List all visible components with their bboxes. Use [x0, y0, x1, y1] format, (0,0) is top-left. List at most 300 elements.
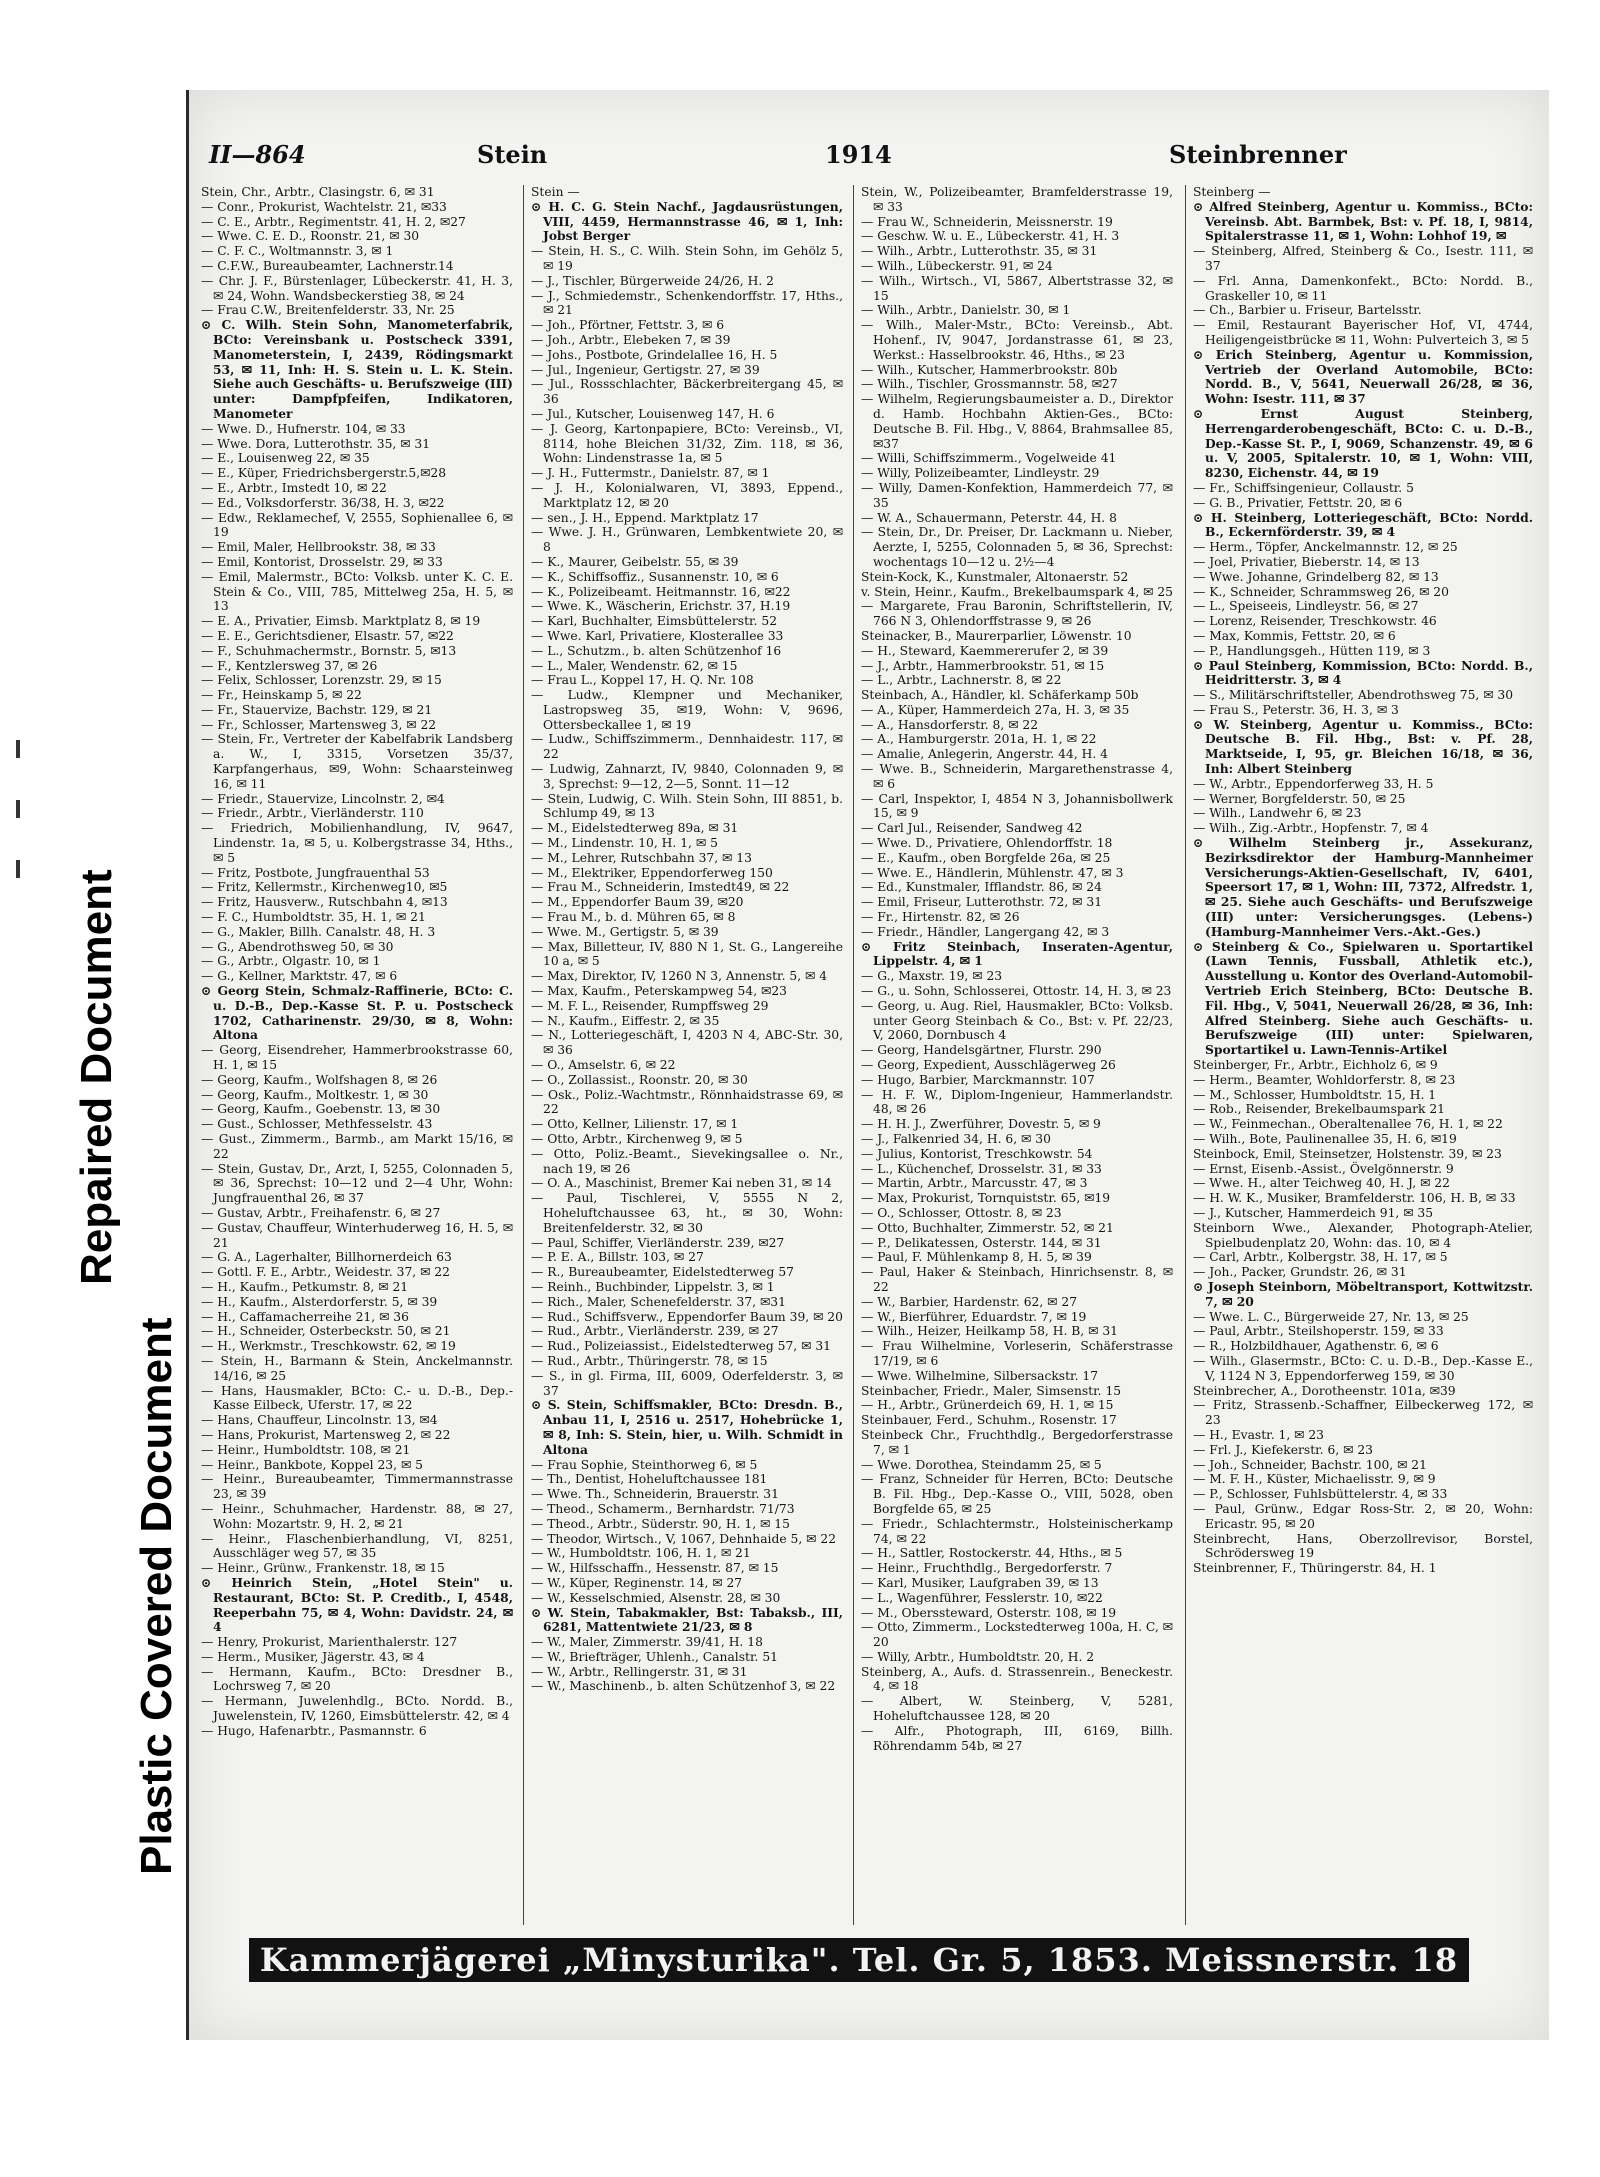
directory-entry: — Herm., Musiker, Jägerstr. 43, ✉ 4	[201, 1649, 425, 1664]
directory-entry: — P. E. A., Billstr. 103, ✉ 27	[531, 1250, 704, 1265]
directory-entry: — Franz, Schneider für Herren, BCto: Deutsche B. Fil. Hbg., Dep.-Kasse O., VIII, 5028, oben Borgfelde 65, ✉ 25	[861, 1472, 1173, 1516]
directory-entry: — Gottl. F. E., Arbtr., Weidestr. 37, ✉ 22	[201, 1265, 450, 1280]
directory-entry: — Wwe. B., Schneiderin, Margarethenstrasse 4, ✉ 6	[861, 762, 1173, 791]
directory-entry: — H., Evastr. 1, ✉ 23	[1193, 1427, 1325, 1442]
directory-entry: — Frau C.W., Breitenfelderstr. 33, Nr. 25	[201, 303, 455, 318]
directory-entry: — F., Kentzlersweg 37, ✉ 26	[201, 658, 378, 673]
directory-entry: — K., Maurer, Geibelstr. 55, ✉ 39	[531, 554, 739, 569]
directory-entry: — Georg, Kaufm., Goebenstr. 13, ✉ 30	[201, 1102, 441, 1117]
directory-entry: — J. H., Futtermstr., Danielstr. 87, ✉ 1	[531, 466, 770, 481]
directory-entry: — Jul., Kutscher, Louisenweg 147, H. 6	[531, 406, 775, 421]
directory-entry: — E. A., Privatier, Eimsb. Marktplatz 8, ✉ 19	[201, 614, 481, 629]
directory-entry: — Henry, Prokurist, Marienthalerstr. 127	[201, 1635, 458, 1650]
directory-entry: — Max, Billetteur, IV, 880 N 1, St. G., Langereihe 10 a, ✉ 5	[531, 939, 843, 969]
directory-entry: — Wilh., Lübeckerstr. 91, ✉ 24	[861, 258, 1053, 273]
directory-entry: Stein —	[531, 185, 580, 199]
directory-entry: — Georg, Eisendreher, Hammerbrookstrasse 60, H. 1, ✉ 15	[201, 1043, 513, 1073]
directory-entry: — Gust., Schlosser, Methfesselstr. 43	[201, 1117, 433, 1132]
directory-entry: — L., Küchenchef, Drosselstr. 31, ✉ 33	[861, 1161, 1102, 1176]
directory-entry: — H. W. K., Musiker, Bramfelderstr. 106, H. B, ✉ 33	[1193, 1191, 1516, 1206]
directory-entry: — H., Sattler, Rostockerstr. 44, Hths., ✉ 5	[861, 1546, 1123, 1561]
directory-entry: Stein-Kock, K., Kunstmaler, Altonaerstr. 52	[861, 569, 1129, 584]
directory-entry: ⊙ C. Wilh. Stein Sohn, Manometerfabrik, BCto: Vereinsbank u. Postscheck 3391, Manometerstein, I, 2439, Rödingsmarkt 53, ✉ 11, Inh: H. S. Stein u. L. K. Stein. Siehe auch Geschäfts- u. Berufszweige (III) unter: Dampfpfeifen, Indikatoren, Manometer	[201, 317, 513, 421]
directory-entry: — G., Abendrothsweg 50, ✉ 30	[201, 939, 394, 954]
directory-entry: Steinbauer, Ferd., Schuhm., Rosenstr. 17	[861, 1413, 1117, 1428]
directory-entry: — Otto, Poliz.-Beamt., Sievekingsallee o. Nr., nach 19, ✉ 26	[531, 1146, 843, 1176]
directory-entry: — H., Schneider, Osterbeckstr. 50, ✉ 21	[201, 1324, 451, 1339]
scanned-page	[186, 90, 1549, 2040]
directory-entry: — L., Arbtr., Lachnerstr. 8, ✉ 22	[861, 673, 1062, 688]
directory-entry: — M., Lehrer, Rutschbahn 37, ✉ 13	[531, 850, 752, 865]
directory-entry: — Wilhelm, Regierungsbaumeister a. D., Direktor d. Hamb. Hochbahn Aktien-Ges., BCto: Deutsche B. Fil. Hbg., V, 8864, Brahmsallee 85, ✉37	[861, 392, 1173, 451]
directory-entry: — Heinr., Flaschenbierhandlung, VI, 8251, Ausschläger weg 57, ✉ 35	[201, 1531, 513, 1561]
directory-entry: — H. H. J., Zwerführer, Dovestr. 5, ✉ 9	[861, 1117, 1101, 1132]
directory-entry: ⊙ Paul Steinberg, Kommission, BCto: Nordd. B., Heidritterstr. 3, ✉ 4	[1193, 657, 1533, 688]
directory-entry: — W., Hilfsschaffn., Hessenstr. 87, ✉ 15	[531, 1561, 779, 1576]
directory-entry: — Wilh., Kutscher, Hammerbrookstr. 80b	[861, 362, 1118, 377]
directory-entry: — W., Maschinenb., b. alten Schützenhof 3, ✉ 22	[531, 1679, 836, 1694]
directory-entry: — Max, Prokurist, Tornquiststr. 65, ✉19	[861, 1191, 1111, 1206]
directory-entry: — Ernst, Eisenb.-Assist., Övelgönnerstr. 9	[1193, 1161, 1454, 1176]
directory-entry: — A., Hansdorferstr. 8, ✉ 22	[861, 717, 1039, 732]
directory-entry: — L., Maler, Wendenstr. 62, ✉ 15	[531, 658, 738, 673]
directory-entry: — P., Delikatessen, Osterstr. 144, ✉ 31	[861, 1235, 1102, 1250]
directory-entry: — Hans, Prokurist, Martensweg 2, ✉ 22	[201, 1427, 451, 1442]
directory-entry: — Edw., Reklamechef, V, 2555, Sophienallee 6, ✉ 19	[201, 510, 513, 540]
directory-entry: Steinbacher, Friedr., Maler, Simsenstr. 15	[861, 1383, 1122, 1398]
directory-entry: — Hugo, Hafenarbtr., Pasmannstr. 6	[201, 1723, 427, 1738]
directory-column	[861, 185, 1173, 1925]
directory-entry: — Fritz, Hausverw., Rutschbahn 4, ✉13	[201, 895, 448, 910]
directory-entry: — Paul, Schiffer, Vierländerstr. 239, ✉27	[531, 1235, 785, 1250]
directory-entry: — Friedr., Stauervize, Lincolnstr. 2, ✉4	[201, 791, 445, 806]
directory-entry: Steinbach, A., Händler, kl. Schäferkamp 50b	[861, 688, 1139, 703]
directory-entry: — W., Briefträger, Uhlenh., Canalstr. 51	[531, 1649, 778, 1664]
directory-entry: — Joh., Arbtr., Elebeken 7, ✉ 39	[531, 332, 731, 347]
directory-entry: — J. H., Kolonialwaren, VI, 3893, Eppend., Marktplatz 12, ✉ 20	[531, 480, 843, 510]
directory-entry: — M. F. L., Reisender, Rumpffsweg 29	[531, 998, 769, 1013]
directory-entry: — Ed., Volksdorferstr. 36/38, H. 3, ✉22	[201, 495, 445, 510]
directory-entry: — Wilh., Maler-Mstr., BCto: Vereinsb., Abt. Hohenf., IV, 9047, Jordanstrasse 61, ✉ 23, Werkst.: Hasselbrookstr. 46, Hths., ✉ 23	[861, 318, 1173, 362]
directory-entry: Steinacker, B., Maurerparlier, Löwenstr. 10	[861, 628, 1132, 643]
directory-entry: — Wilh., Bote, Paulinenallee 35, H. 6, ✉19	[1193, 1132, 1457, 1146]
directory-entry: — Otto, Kellner, Lilienstr. 17, ✉ 1	[531, 1117, 739, 1132]
directory-entry: — Joh., Packer, Grundstr. 26, ✉ 31	[1193, 1265, 1407, 1280]
directory-entry: — Jul., Rossschlachter, Bäckerbreitergang 45, ✉ 36	[531, 377, 843, 407]
directory-entry: — S., Militärschriftsteller, Abendrothsweg 75, ✉ 30	[1193, 688, 1514, 703]
directory-entry: — J. Georg, Kartonpapiere, BCto: Vereinsb., VI, 8114, hohe Bleichen 31/32, Zim. 118, ✉ 36, Wohn: Lindenstrasse 1a, ✉ 5	[531, 421, 843, 466]
directory-entry: — K., Schiffsoffiz., Susannenstr. 10, ✉ 6	[531, 569, 779, 584]
directory-entry: — E. E., Gerichtsdiener, Elsastr. 57, ✉22	[201, 628, 454, 643]
directory-columns	[201, 185, 1541, 1925]
directory-entry: — Fr., Heinskamp 5, ✉ 22	[201, 688, 362, 703]
directory-entry: — Hermann, Juwelenhdlg., BCto. Nordd. B., Juwelenstein, IV, 1260, Eimsbüttelerstr. 42, ✉ 4	[201, 1694, 513, 1724]
directory-entry: ⊙ Georg Stein, Schmalz-Raffinerie, BCto: C. u. D.-B., Dep.-Kasse St. P. u. Postscheck 1702, Catharinenstr. 29/30, ✉ 8, Wohn: Altona	[201, 983, 513, 1043]
directory-entry: — Stein, H., Barmann & Stein, Anckelmannstr. 14/16, ✉ 25	[201, 1353, 513, 1383]
directory-entry: — Georg, Kaufm., Wolfshagen 8, ✉ 26	[201, 1072, 438, 1087]
directory-entry: — J., Falkenried 34, H. 6, ✉ 30	[861, 1132, 1051, 1146]
directory-entry: — Karl, Buchhalter, Eimsbüttelerstr. 52	[531, 614, 778, 629]
directory-entry: — Rud., Polizeiassist., Eidelstedterweg 57, ✉ 31	[531, 1339, 831, 1354]
directory-entry: — Frau L., Koppel 17, H. Q. Nr. 108	[531, 673, 754, 688]
directory-entry: — Margarete, Frau Baronin, Schriftstellerin, IV, 766 N 3, Ohlendorffstrasse 9, ✉ 26	[861, 599, 1173, 629]
directory-entry: — Ludwig, Zahnarzt, IV, 9840, Colonnaden 9, ✉ 3, Sprechst: 9—12, 2—5, Sonnt. 11—12	[531, 762, 843, 791]
directory-entry: — Frl. Anna, Damenkonfekt., BCto: Nordd. B., Graskeller 10, ✉ 11	[1193, 273, 1533, 303]
directory-entry: — Felix, Schlosser, Lorenzstr. 29, ✉ 15	[201, 673, 442, 688]
directory-entry: — Werner, Borgfelderstr. 50, ✉ 25	[1193, 791, 1406, 806]
directory-entry: — Frau Wilhelmine, Vorleserin, Schäferstrasse 17/19, ✉ 6	[861, 1339, 1173, 1368]
directory-entry: — H. F. W., Diplom-Ingenieur, Hammerlandstr. 48, ✉ 26	[861, 1087, 1173, 1117]
directory-entry: — Rud., Schiffsverw., Eppendorfer Baum 39, ✉ 20	[531, 1309, 843, 1324]
directory-entry: — E., Louisenweg 22, ✉ 35	[201, 451, 370, 466]
side-labels	[0, 0, 180, 2177]
directory-entry: — Otto, Zimmerm., Lockstedterweg 100a, H. C, ✉ 20	[861, 1620, 1173, 1650]
directory-entry: — Rud., Arbtr., Thüringerstr. 78, ✉ 15	[531, 1353, 768, 1368]
directory-entry: — Frl. J., Kiefekerstr. 6, ✉ 23	[1193, 1442, 1373, 1457]
directory-entry: — W., Küper, Reginenstr. 14, ✉ 27	[531, 1575, 743, 1590]
directory-entry: — H., Caffamacherreihe 21, ✉ 36	[201, 1309, 409, 1324]
directory-entry: — Steinberg, Alfred, Steinberg & Co., Isestr. 111, ✉ 37	[1193, 244, 1533, 273]
directory-entry: — Gust., Zimmerm., Barmb., am Markt 15/16, ✉ 22	[201, 1132, 513, 1161]
directory-entry: — Chr. J. F., Bürstenlager, Lübeckerstr. 41, H. 3, ✉ 24, Wohn. Wandsbeckerstieg 38, ✉ 24	[201, 273, 513, 303]
directory-entry: — Heinr., Grünw., Frankenstr. 18, ✉ 15	[201, 1561, 445, 1576]
column-divider	[523, 185, 524, 1925]
directory-entry: Steinberg —	[1193, 185, 1271, 199]
directory-entry: — Wwe. D., Privatiere, Ohlendorffstr. 18	[861, 836, 1113, 851]
directory-entry: — H., Steward, Kaemmererufer 2, ✉ 39	[861, 643, 1109, 658]
directory-entry: — Th., Dentist, Hoheluftchaussee 181	[531, 1472, 768, 1487]
directory-entry: — Max, Kaufm., Peterskampweg 54, ✉23	[531, 984, 787, 999]
directory-entry: — Johs., Postbote, Grindelallee 16, H. 5	[531, 347, 778, 362]
directory-entry: — Karl, Musiker, Laufgraben 39, ✉ 13	[861, 1575, 1099, 1590]
directory-entry: — Georg, Handelsgärtner, Flurstr. 290	[861, 1043, 1102, 1058]
directory-entry: — Emil, Friseur, Lutterothstr. 72, ✉ 31	[861, 895, 1103, 910]
directory-entry: — N., Lotteriegeschäft, I, 4203 N 4, ABC-Str. 30, ✉ 36	[531, 1028, 843, 1058]
directory-entry: ⊙ Joseph Steinborn, Möbeltransport, Kottwitzstr. 7, ✉ 20	[1193, 1278, 1533, 1309]
directory-entry: ⊙ S. Stein, Schiffsmakler, BCto: Dresdn. B., Anbau 11, I, 2516 u. 2517, Hohebrücke 1, ✉ 8, Inh: S. Stein, hier, u. Wilh. Schmidt in Altona	[531, 1397, 843, 1457]
directory-entry: — Herm., Beamter, Wohldorferstr. 8, ✉ 23	[1193, 1072, 1456, 1087]
directory-entry: — P., Schlosser, Fuhlsbüttelerstr. 4, ✉ 33	[1193, 1487, 1448, 1502]
directory-entry: — Rob., Reisender, Brekelbaumspark 21	[1193, 1102, 1445, 1117]
directory-entry: — Wilh., Zig.-Arbtr., Hopfenstr. 7, ✉ 4	[1193, 821, 1429, 836]
directory-entry: — Stein, Ludwig, C. Wilh. Stein Sohn, III 8851, b. Schlump 49, ✉ 13	[531, 791, 843, 821]
directory-entry: — Wwe. Karl, Privatiere, Klosterallee 33	[531, 628, 784, 643]
directory-entry: — Max, Kommis, Fettstr. 20, ✉ 6	[1193, 628, 1396, 643]
directory-entry: — W., Arbtr., Rellingerstr. 31, ✉ 31	[531, 1664, 748, 1679]
directory-entry: — Wilh., Wirtsch., VI, 5867, Albertstrasse 32, ✉ 15	[861, 273, 1173, 303]
directory-entry: — Rud., Arbtr., Vierländerstr. 239, ✉ 27	[531, 1324, 779, 1339]
directory-entry: ⊙ Alfred Steinberg, Agentur u. Kommiss., BCto: Vereinsb. Abt. Barmbek, Bst: v. Pf. 18, I, 9814, Spitalerstrasse 11, ✉ 1, Wohn: Lohhof 19, ✉	[1193, 198, 1533, 244]
directory-entry: — Wwe. K., Wäscherin, Erichstr. 37, H.19	[531, 599, 791, 614]
directory-entry: — J., Schmiedemstr., Schenkendorffstr. 17, Hths., ✉ 21	[531, 288, 843, 318]
directory-entry: — Fr., Stauervize, Bachstr. 129, ✉ 21	[201, 702, 433, 717]
directory-entry: — Hugo, Barbier, Marckmannstr. 107	[861, 1072, 1095, 1087]
advertisement-banner: Kammerjägerei „Minysturika". Tel. Gr. 5, 1853. Meissnerstr. 18	[249, 1938, 1469, 1982]
directory-entry: — G., Makler, Billh. Canalstr. 48, H. 3	[201, 924, 436, 939]
directory-entry: — Georg, Kaufm., Moltkestr. 1, ✉ 30	[201, 1087, 429, 1102]
directory-entry: — Wwe. H., alter Teichweg 40, H. J, ✉ 22	[1193, 1176, 1450, 1191]
directory-entry: v. Stein, Heinr., Kaufm., Brekelbaumspark 4, ✉ 25	[861, 584, 1173, 599]
directory-entry: — W., Kesselschmied, Alsenstr. 28, ✉ 30	[531, 1590, 781, 1605]
directory-entry: — Frau M., Schneiderin, Imstedt49, ✉ 22	[531, 880, 790, 895]
directory-entry: Steinbrecher, A., Dorotheenstr. 101a, ✉39	[1193, 1383, 1456, 1398]
directory-entry: — Stein, Gustav, Dr., Arzt, I, 5255, Colonnaden 5, ✉ 36, Sprechst: 10—12 und 2—4 Uhr, Wohn: Jungfrauenthal 26, ✉ 37	[201, 1161, 513, 1206]
directory-entry: — Wwe. L. C., Bürgerweide 27, Nr. 13, ✉ 25	[1193, 1309, 1469, 1324]
column-divider	[1185, 185, 1186, 1925]
directory-entry: — G., Maxstr. 19, ✉ 23	[861, 969, 1003, 984]
directory-entry: — Hermann, Kaufm., BCto: Dresdner B., Lochrsweg 7, ✉ 20	[201, 1664, 513, 1694]
directory-entry: — W. A., Schauermann, Peterstr. 44, H. 8	[861, 510, 1117, 525]
directory-entry: — O., Zollassist., Roonstr. 20, ✉ 30	[531, 1072, 748, 1087]
directory-entry: — E., Kaufm., oben Borgfelde 26a, ✉ 25	[861, 850, 1111, 865]
directory-entry: — W., Arbtr., Eppendorferweg 33, H. 5	[1193, 776, 1434, 791]
directory-entry: — Ch., Barbier u. Friseur, Bartelsstr.	[1193, 303, 1422, 318]
directory-entry: — Rich., Maler, Schenefelderstr. 37, ✉31	[531, 1294, 786, 1309]
column-divider	[853, 185, 854, 1925]
directory-entry: — E., Arbtr., Imstedt 10, ✉ 22	[201, 480, 387, 495]
directory-entry: — Emil, Maler, Hellbrookstr. 38, ✉ 33	[201, 540, 436, 555]
directory-entry: — Geschw. W. u. E., Lübeckerstr. 41, H. 3	[861, 229, 1120, 244]
directory-entry: — Georg, Expedient, Ausschlägerweg 26	[861, 1058, 1116, 1073]
directory-entry: — O., Schlosser, Ottostr. 8, ✉ 23	[861, 1205, 1062, 1220]
directory-entry: — H., Arbtr., Grünerdeich 69, H. 1, ✉ 15	[861, 1398, 1114, 1413]
directory-entry: — Fr., Schlosser, Martensweg 3, ✉ 22	[201, 717, 437, 732]
directory-entry: — W., Humboldtstr. 106, H. 1, ✉ 21	[531, 1546, 751, 1561]
directory-entry: — Heinr., Bankbote, Koppel 23, ✉ 5	[201, 1457, 423, 1472]
directory-entry: — Georg, u. Aug. Riel, Hausmakler, BCto: Volksb. unter Georg Steinbach & Co., Bst: v. Pf. 22/23, V, 2060, Dornbusch 4	[861, 998, 1173, 1043]
directory-entry: Steinberger, Fr., Arbtr., Eichholz 6, ✉ 9	[1193, 1058, 1438, 1073]
directory-entry: — Gustav, Arbtr., Freihafenstr. 6, ✉ 27	[201, 1205, 441, 1220]
directory-entry: — F., Schuhmachermstr., Bornstr. 5, ✉13	[201, 643, 457, 658]
directory-entry: — M., Elektriker, Eppendorferweg 150	[531, 865, 773, 880]
directory-entry: — L., Wagenführer, Fesslerstr. 10, ✉22	[861, 1590, 1103, 1605]
directory-entry: — Willi, Schiffszimmerm., Vogelweide 41	[861, 451, 1117, 466]
directory-entry: — Fr., Hirtenstr. 82, ✉ 26	[861, 910, 1020, 925]
directory-entry: — W., Bierführer, Eduardstr. 7, ✉ 19	[861, 1309, 1087, 1324]
directory-entry: — M. F. H., Küster, Michaelisstr. 9, ✉ 9	[1193, 1472, 1436, 1487]
directory-entry: — K., Schneider, Schrammsweg 26, ✉ 20	[1193, 584, 1449, 599]
directory-entry: — W., Barbier, Hardenstr. 62, ✉ 27	[861, 1294, 1078, 1309]
directory-entry: — J., Kutscher, Hammerdeich 91, ✉ 35	[1193, 1205, 1434, 1220]
directory-entry: — Fr., Schiffsingenieur, Collaustr. 5	[1193, 480, 1414, 495]
directory-entry: — Paul, Arbtr., Steilshoperstr. 159, ✉ 33	[1193, 1324, 1444, 1339]
directory-entry: — Fritz, Postbote, Jungfrauenthal 53	[201, 865, 430, 880]
directory-entry: — Hans, Chauffeur, Lincolnstr. 13, ✉4	[201, 1413, 438, 1428]
directory-entry: ⊙ H. C. G. Stein Nachf., Jagdausrüstungen, VIII, 4459, Hermannstrasse 46, ✉ 1, Inh: Jobst Berger	[531, 198, 843, 244]
directory-entry: — Wwe. Dora, Lutterothstr. 35, ✉ 31	[201, 436, 431, 451]
directory-entry: — Frau S., Peterstr. 36, H. 3, ✉ 3	[1193, 702, 1399, 717]
directory-entry: — Carl Jul., Reisender, Sandweg 42	[861, 821, 1083, 836]
directory-entry: — Wwe. C. E. D., Roonstr. 21, ✉ 30	[201, 229, 420, 244]
directory-entry: — N., Kaufm., Eiffestr. 2, ✉ 35	[531, 1013, 720, 1028]
directory-entry: — Heinr., Bureaubeamter, Timmermannstrasse 23, ✉ 39	[201, 1472, 513, 1502]
directory-entry: — Reinh., Buchbinder, Lippelstr. 3, ✉ 1	[531, 1279, 775, 1294]
directory-entry: ⊙ Erich Steinberg, Agentur u. Kommission, Vertrieb der Overland Automobile, BCto: Nordd. B., V, 5641, Neuerwall 26/28, ✉ 36, Wohn: Isestr. 111, ✉ 37	[1193, 346, 1533, 407]
directory-entry: — R., Holzbildhauer, Agathenstr. 6, ✉ 6	[1193, 1339, 1439, 1354]
directory-entry: ⊙ Steinberg & Co., Spielwaren u. Sportartikel (Lawn Tennis, Fussball, Athletik etc.), Ausstellung u. Kontor des Overland-Automobil-Vertrieb Erich Steinberg, BCto: Deutsche B. Fil. Hbg., V, 5041, Neuerwall 26/28, ✉ 36, Inh: Alfred Steinberg. Siehe auch Geschäfts- u. Berufszweige (III) unter: Spielwaren, Sportartikel u. Lawn-Tennis-Artikel	[1193, 938, 1533, 1058]
directory-entry: — Wilh., Glasermstr., BCto: C. u. D.-B., Dep.-Kasse E., V, 1124 N 3, Eppendorferweg 159, ✉ 30	[1193, 1353, 1533, 1383]
directory-entry: Steinbrenner, F., Thüringerstr. 84, H. 1	[1193, 1561, 1437, 1576]
directory-entry: — Wwe. Wilhelmine, Silbersackstr. 17	[861, 1368, 1099, 1383]
directory-entry: — Willy, Damen-Konfektion, Hammerdeich 77, ✉ 35	[861, 480, 1173, 510]
directory-entry: — Stein, H. S., C. Wilh. Stein Sohn, im Gehölz 5, ✉ 19	[531, 244, 843, 273]
directory-entry: — Emil, Restaurant Bayerischer Hof, VI, 4744, Heiligengeistbrücke ✉ 11, Wohn: Pulverteich 3, ✉ 5	[1193, 318, 1533, 347]
directory-entry: — Frau Sophie, Steinthorweg 6, ✉ 5	[531, 1457, 758, 1472]
directory-entry: — G., Kellner, Marktstr. 47, ✉ 6	[201, 969, 398, 984]
directory-entry: — Frau M., b. d. Mühren 65, ✉ 8	[531, 910, 736, 925]
directory-entry: — Ludw., Klempner und Mechaniker, Lastropsweg 35, ✉19, Wohn: V, 9696, Ottersbeckallee 1, ✉ 19	[531, 688, 843, 732]
directory-entry: — Friedrich, Mobilienhandlung, IV, 9647, Lindenstr. 1a, ✉ 5, u. Kolbergstrasse 34, Hths., ✉ 5	[201, 821, 513, 865]
directory-entry: — H., Werkmstr., Treschkowstr. 62, ✉ 19	[201, 1339, 456, 1354]
directory-entry: — A., Hamburgerstr. 201a, H. 1, ✉ 22	[861, 732, 1097, 747]
directory-entry: — Friedr., Händler, Langergang 42, ✉ 3	[861, 924, 1110, 939]
page-header	[209, 140, 1529, 180]
directory-entry: — R., Bureaubeamter, Eidelstedterweg 57	[531, 1265, 794, 1280]
directory-entry: — Gustav, Chauffeur, Winterhuderweg 16, H. 5, ✉ 21	[201, 1220, 513, 1250]
directory-entry: — Otto, Arbtr., Kirchenweg 9, ✉ 5	[531, 1132, 743, 1146]
directory-entry: — Joh., Pförtner, Fettstr. 3, ✉ 6	[531, 318, 725, 333]
directory-entry: — Friedr., Schlachtermstr., Holsteinischerkamp 74, ✉ 22	[861, 1516, 1173, 1546]
header-last-name: Steinbrenner	[1169, 140, 1347, 169]
directory-entry: — Julius, Kontorist, Treschkowstr. 54	[861, 1146, 1093, 1161]
directory-entry: Steinbeck Chr., Fruchthdlg., Bergedorferstrasse 7, ✉ 1	[861, 1427, 1173, 1457]
edge-mark	[16, 860, 20, 878]
directory-entry: — Carl, Inspektor, I, 4854 N 3, Johannisbollwerk 15, ✉ 9	[861, 791, 1173, 821]
header-first-name: Stein	[477, 140, 548, 169]
directory-entry: — G., u. Sohn, Schlosserei, Ottostr. 14, H. 3, ✉ 23	[861, 984, 1172, 999]
directory-entry: — G. B., Privatier, Fettstr. 20, ✉ 6	[1193, 495, 1403, 510]
directory-entry: Steinborn Wwe., Alexander, Photograph-Atelier, Spielbudenplatz 20, Wohn: das. 10, ✉ 4	[1193, 1220, 1533, 1250]
directory-entry: — Heinr., Schuhmacher, Hardenstr. 88, ✉ 27, Wohn: Mozartstr. 9, H. 2, ✉ 21	[201, 1501, 513, 1531]
directory-entry: — W., Feinmechan., Oberaltenallee 76, H. 1, ✉ 22	[1193, 1117, 1503, 1132]
directory-entry: — Alfr., Photograph, III, 6169, Billh. Röhrendamm 54b, ✉ 27	[861, 1723, 1173, 1753]
directory-entry: — Theod., Arbtr., Süderstr. 90, H. 1, ✉ 15	[531, 1516, 790, 1531]
directory-entry: — O., Amselstr. 6, ✉ 22	[531, 1058, 676, 1073]
directory-entry: — Wwe. Dorothea, Steindamm 25, ✉ 5	[861, 1457, 1102, 1472]
directory-entry: — Stein, Fr., Vertreter der Kabelfabrik Landsberg a. W., I, 3315, Vorsetzen 35/37, Karpfangerhaus, ✉9, Wohn: Schaarsteinweg 16, ✉ 11	[201, 732, 513, 791]
directory-entry: — C. F. C., Woltmannstr. 3, ✉ 1	[201, 244, 394, 259]
directory-entry: — Carl, Arbtr., Kolbergstr. 38, H. 17, ✉ 5	[1193, 1250, 1448, 1265]
directory-entry: — C.F.W., Bureaubeamter, Lachnerstr.14	[201, 258, 454, 273]
edge-mark	[16, 740, 20, 758]
directory-entry: — K., Polizeibeamt. Heitmannstr. 16, ✉22	[531, 584, 791, 599]
edge-mark	[16, 800, 20, 818]
directory-entry: — J., Tischler, Bürgerweide 24/26, H. 2	[531, 273, 774, 288]
directory-entry: — Stein, Dr., Dr. Preiser, Dr. Lackmann u. Nieber, Aerzte, I, 5255, Colonnaden 5, ✉ 36, Sprechst: wochentags 10—12 u. 2½—4	[861, 525, 1173, 569]
directory-entry: — Herm., Töpfer, Anckelmannstr. 12, ✉ 25	[1193, 540, 1458, 555]
directory-entry: — G., Arbtr., Olgastr. 10, ✉ 1	[201, 954, 381, 969]
directory-entry: — Joel, Privatier, Bieberstr. 14, ✉ 13	[1193, 554, 1420, 569]
directory-entry: — Fritz, Kellermstr., Kirchenweg10, ✉5	[201, 880, 448, 895]
directory-entry: — Theodor, Wirtsch., V, 1067, Dehnhaide 5, ✉ 22	[531, 1531, 837, 1546]
directory-entry: — M., Eidelstedterweg 89a, ✉ 31	[531, 821, 739, 836]
directory-entry: — Frau W., Schneiderin, Meissnerstr. 19	[861, 214, 1113, 229]
directory-entry: — Max, Direktor, IV, 1260 N 3, Annenstr. 5, ✉ 4	[531, 969, 828, 984]
page-number: II—864	[209, 140, 306, 169]
directory-entry: — Willy, Polizeibeamter, Lindleystr. 29	[861, 466, 1100, 481]
directory-entry: Steinberg, A., Aufs. d. Strassenrein., Beneckestr. 4, ✉ 18	[861, 1664, 1173, 1694]
repaired-document-label: Repaired Document	[72, 869, 121, 1285]
directory-entry: — Wilh., Arbtr., Danielstr. 30, ✉ 1	[861, 303, 1071, 318]
directory-entry: — C. E., Arbtr., Regimentstr. 41, H. 2, ✉27	[201, 214, 466, 229]
directory-entry: — Wilh., Tischler, Grossmannstr. 58, ✉27	[861, 377, 1118, 392]
plastic-covered-label: Plastic Covered Document	[132, 1317, 181, 1875]
directory-entry: — Otto, Buchhalter, Zimmerstr. 52, ✉ 21	[861, 1220, 1114, 1235]
directory-column	[201, 185, 513, 1925]
directory-entry: — Conr., Prokurist, Wachtelstr. 21, ✉33	[201, 199, 447, 214]
directory-column	[1193, 185, 1533, 1925]
directory-entry: ⊙ Ernst August Steinberg, Herrengarderobengeschäft, BCto: C. u. D.-B., Dep.-Kasse St. P., I, 9069, Schanzenstr. 49, ✉ 6 u. V, 2005, Spitalerstr. 10, ✉ 1, Wohn: VIII, 8230, Eichenstr. 44, ✉ 19	[1193, 405, 1533, 481]
directory-entry: — Wilh., Landwehr 6, ✉ 23	[1193, 806, 1362, 821]
directory-entry: — Friedr., Arbtr., Vierländerstr. 110	[201, 806, 424, 821]
directory-entry: — Albert, W. Steinberg, V, 5281, Hoheluftchaussee 128, ✉ 20	[861, 1694, 1173, 1724]
directory-entry: — Paul, Haker & Steinbach, Hinrichsenstr. 8, ✉ 22	[861, 1265, 1173, 1294]
directory-entry: Steinbock, Emil, Steinsetzer, Holstenstr. 39, ✉ 23	[1193, 1146, 1502, 1161]
directory-entry: — Heinr., Humboldtstr. 108, ✉ 21	[201, 1442, 411, 1457]
directory-entry: — Wwe. E., Händlerin, Mühlenstr. 47, ✉ 3	[861, 865, 1124, 880]
directory-entry: — Paul, F. Mühlenkamp 8, H. 5, ✉ 39	[861, 1250, 1092, 1265]
directory-entry: — O. A., Maschinist, Bremer Kai neben 31, ✉ 14	[531, 1176, 832, 1191]
directory-entry: — Emil, Kontorist, Drosselstr. 29, ✉ 33	[201, 554, 443, 569]
directory-entry: ⊙ Heinrich Stein, „Hotel Stein" u. Restaurant, BCto: St. P. Creditb., I, 4548, Reeperbahn 75, ✉ 4, Wohn: Davidstr. 24, ✉ 4	[201, 1574, 513, 1635]
directory-entry: — Fritz, Strassenb.-Schaffner, Eilbeckerweg 172, ✉ 23	[1193, 1398, 1533, 1428]
directory-entry: — W., Maler, Zimmerstr. 39/41, H. 18	[531, 1635, 763, 1650]
directory-entry: — Paul, Grünw., Edgar Ross-Str. 2, ✉ 20, Wohn: Ericastr. 95, ✉ 20	[1193, 1501, 1533, 1531]
directory-entry: — E., Küper, Friedrichsbergerstr.5,✉28	[201, 466, 447, 481]
directory-entry: — J., Arbtr., Hammerbrookstr. 51, ✉ 15	[861, 658, 1105, 673]
directory-entry: — Willy, Arbtr., Humboldtstr. 20, H. 2	[861, 1649, 1095, 1664]
directory-entry: — H., Kaufm., Petkumstr. 8, ✉ 21	[201, 1279, 409, 1294]
directory-entry: — M., Eppendorfer Baum 39, ✉20	[531, 895, 744, 910]
directory-entry: — F. C., Humboldtstr. 35, H. 1, ✉ 21	[201, 910, 426, 925]
directory-entry: — Wilh., Arbtr., Lutterothstr. 35, ✉ 31	[861, 244, 1098, 259]
directory-entry: — L., Schutzm., b. alten Schützenhof 16	[531, 643, 782, 658]
directory-entry: Steinbrecht, Hans, Oberzollrevisor, Borstel, Schrödersweg 19	[1193, 1531, 1533, 1561]
directory-entry: — Wwe. M., Gertigstr. 5, ✉ 39	[531, 924, 719, 939]
directory-entry: — Wwe. Th., Schneiderin, Brauerstr. 31	[531, 1487, 779, 1502]
directory-entry: Stein, Chr., Arbtr., Clasingstr. 6, ✉ 31	[201, 185, 435, 199]
directory-entry: — Martin, Arbtr., Marcusstr. 47, ✉ 3	[861, 1176, 1088, 1191]
directory-entry: — Paul, Tischlerei, V, 5555 N 2, Hoheluftchaussee 63, ht., ✉ 30, Wohn: Breitenfelderstr. 32, ✉ 30	[531, 1191, 843, 1235]
directory-entry: — Joh., Schneider, Bachstr. 100, ✉ 21	[1193, 1457, 1427, 1472]
directory-entry: — H., Kaufm., Alsterdorferstr. 5, ✉ 39	[201, 1294, 438, 1309]
directory-entry: — Wwe. Johanne, Grindelberg 82, ✉ 13	[1193, 569, 1439, 584]
directory-entry: — Wwe. J. H., Grünwaren, Lembkentwiete 20, ✉ 8	[531, 525, 843, 555]
directory-entry: — Jul., Ingenieur, Gertigstr. 27, ✉ 39	[531, 362, 760, 377]
directory-entry: Stein, W., Polizeibeamter, Bramfelderstrasse 19, ✉ 33	[861, 185, 1173, 214]
directory-entry: — Ludw., Schiffszimmerm., Dennhaidestr. 117, ✉ 22	[531, 732, 843, 762]
directory-entry: — G. A., Lagerhalter, Billhornerdeich 63	[201, 1250, 452, 1265]
directory-entry: — M., Schlosser, Humboldtstr. 15, H. 1	[1193, 1087, 1437, 1102]
directory-entry: ⊙ Wilhelm Steinberg jr., Assekuranz, Bezirksdirektor der Hamburg-Mannheimer Versicherungs-Aktien-Gesellschaft, IV, 6401, Speersort 17, ✉ 1, Wohn: III, 7372, Alfredstr. 1, ✉ 25. Siehe auch Geschäfts- und Berufszweige (III) unter: Versicherungsges. (Lebens-) (Hamburg-Mannheimer Vers.-Akt.-Ges.)	[1193, 835, 1533, 939]
directory-entry: — Heinr., Fruchthdlg., Bergedorferstr. 7	[861, 1561, 1113, 1576]
directory-entry: — Emil, Malermstr., BCto: Volksb. unter K. C. E. Stein & Co., VIII, 785, Mittelweg 25a, H. 5, ✉ 13	[201, 569, 513, 614]
directory-entry: ⊙ Fritz Steinbach, Inseraten-Agentur, Lippelstr. 4, ✉ 1	[861, 938, 1173, 969]
directory-entry: ⊙ W. Stein, Tabakmakler, Bst: Tabaksb., III, 6281, Mattentwiete 21/23, ✉ 8	[531, 1604, 843, 1635]
directory-entry: — Ed., Kunstmaler, Ifflandstr. 86, ✉ 24	[861, 880, 1102, 895]
directory-entry: — M., Oberssteward, Osterstr. 108, ✉ 19	[861, 1605, 1117, 1620]
header-year: 1914	[825, 140, 892, 169]
directory-entry: ⊙ W. Steinberg, Agentur u. Kommiss., BCto: Deutsche B. Fil. Hbg., Bst: v. Pf. 28, Marktseide, I, 95, gr. Bleichen 16/18, ✉ 36, Inh: Albert Steinberg	[1193, 716, 1533, 777]
directory-entry: — Hans, Hausmakler, BCto: C.- u. D.-B., Dep.-Kasse Eilbeck, Uferstr. 17, ✉ 22	[201, 1383, 513, 1413]
directory-entry: — P., Handlungsgeh., Hütten 119, ✉ 3	[1193, 643, 1431, 658]
directory-entry: — A., Küper, Hammerdeich 27a, H. 3, ✉ 35	[861, 702, 1130, 717]
directory-column	[531, 185, 843, 1925]
directory-entry: — Amalie, Anlegerin, Angerstr. 44, H. 4	[861, 747, 1109, 762]
directory-entry: — sen., J. H., Eppend. Marktplatz 17	[531, 510, 759, 525]
directory-entry: — S., in gl. Firma, III, 6009, Oderfelderstr. 3, ✉ 37	[531, 1368, 843, 1398]
directory-entry: ⊙ H. Steinberg, Lotteriegeschäft, BCto: Nordd. B., Eckernförderstr. 39, ✉ 4	[1193, 509, 1533, 540]
